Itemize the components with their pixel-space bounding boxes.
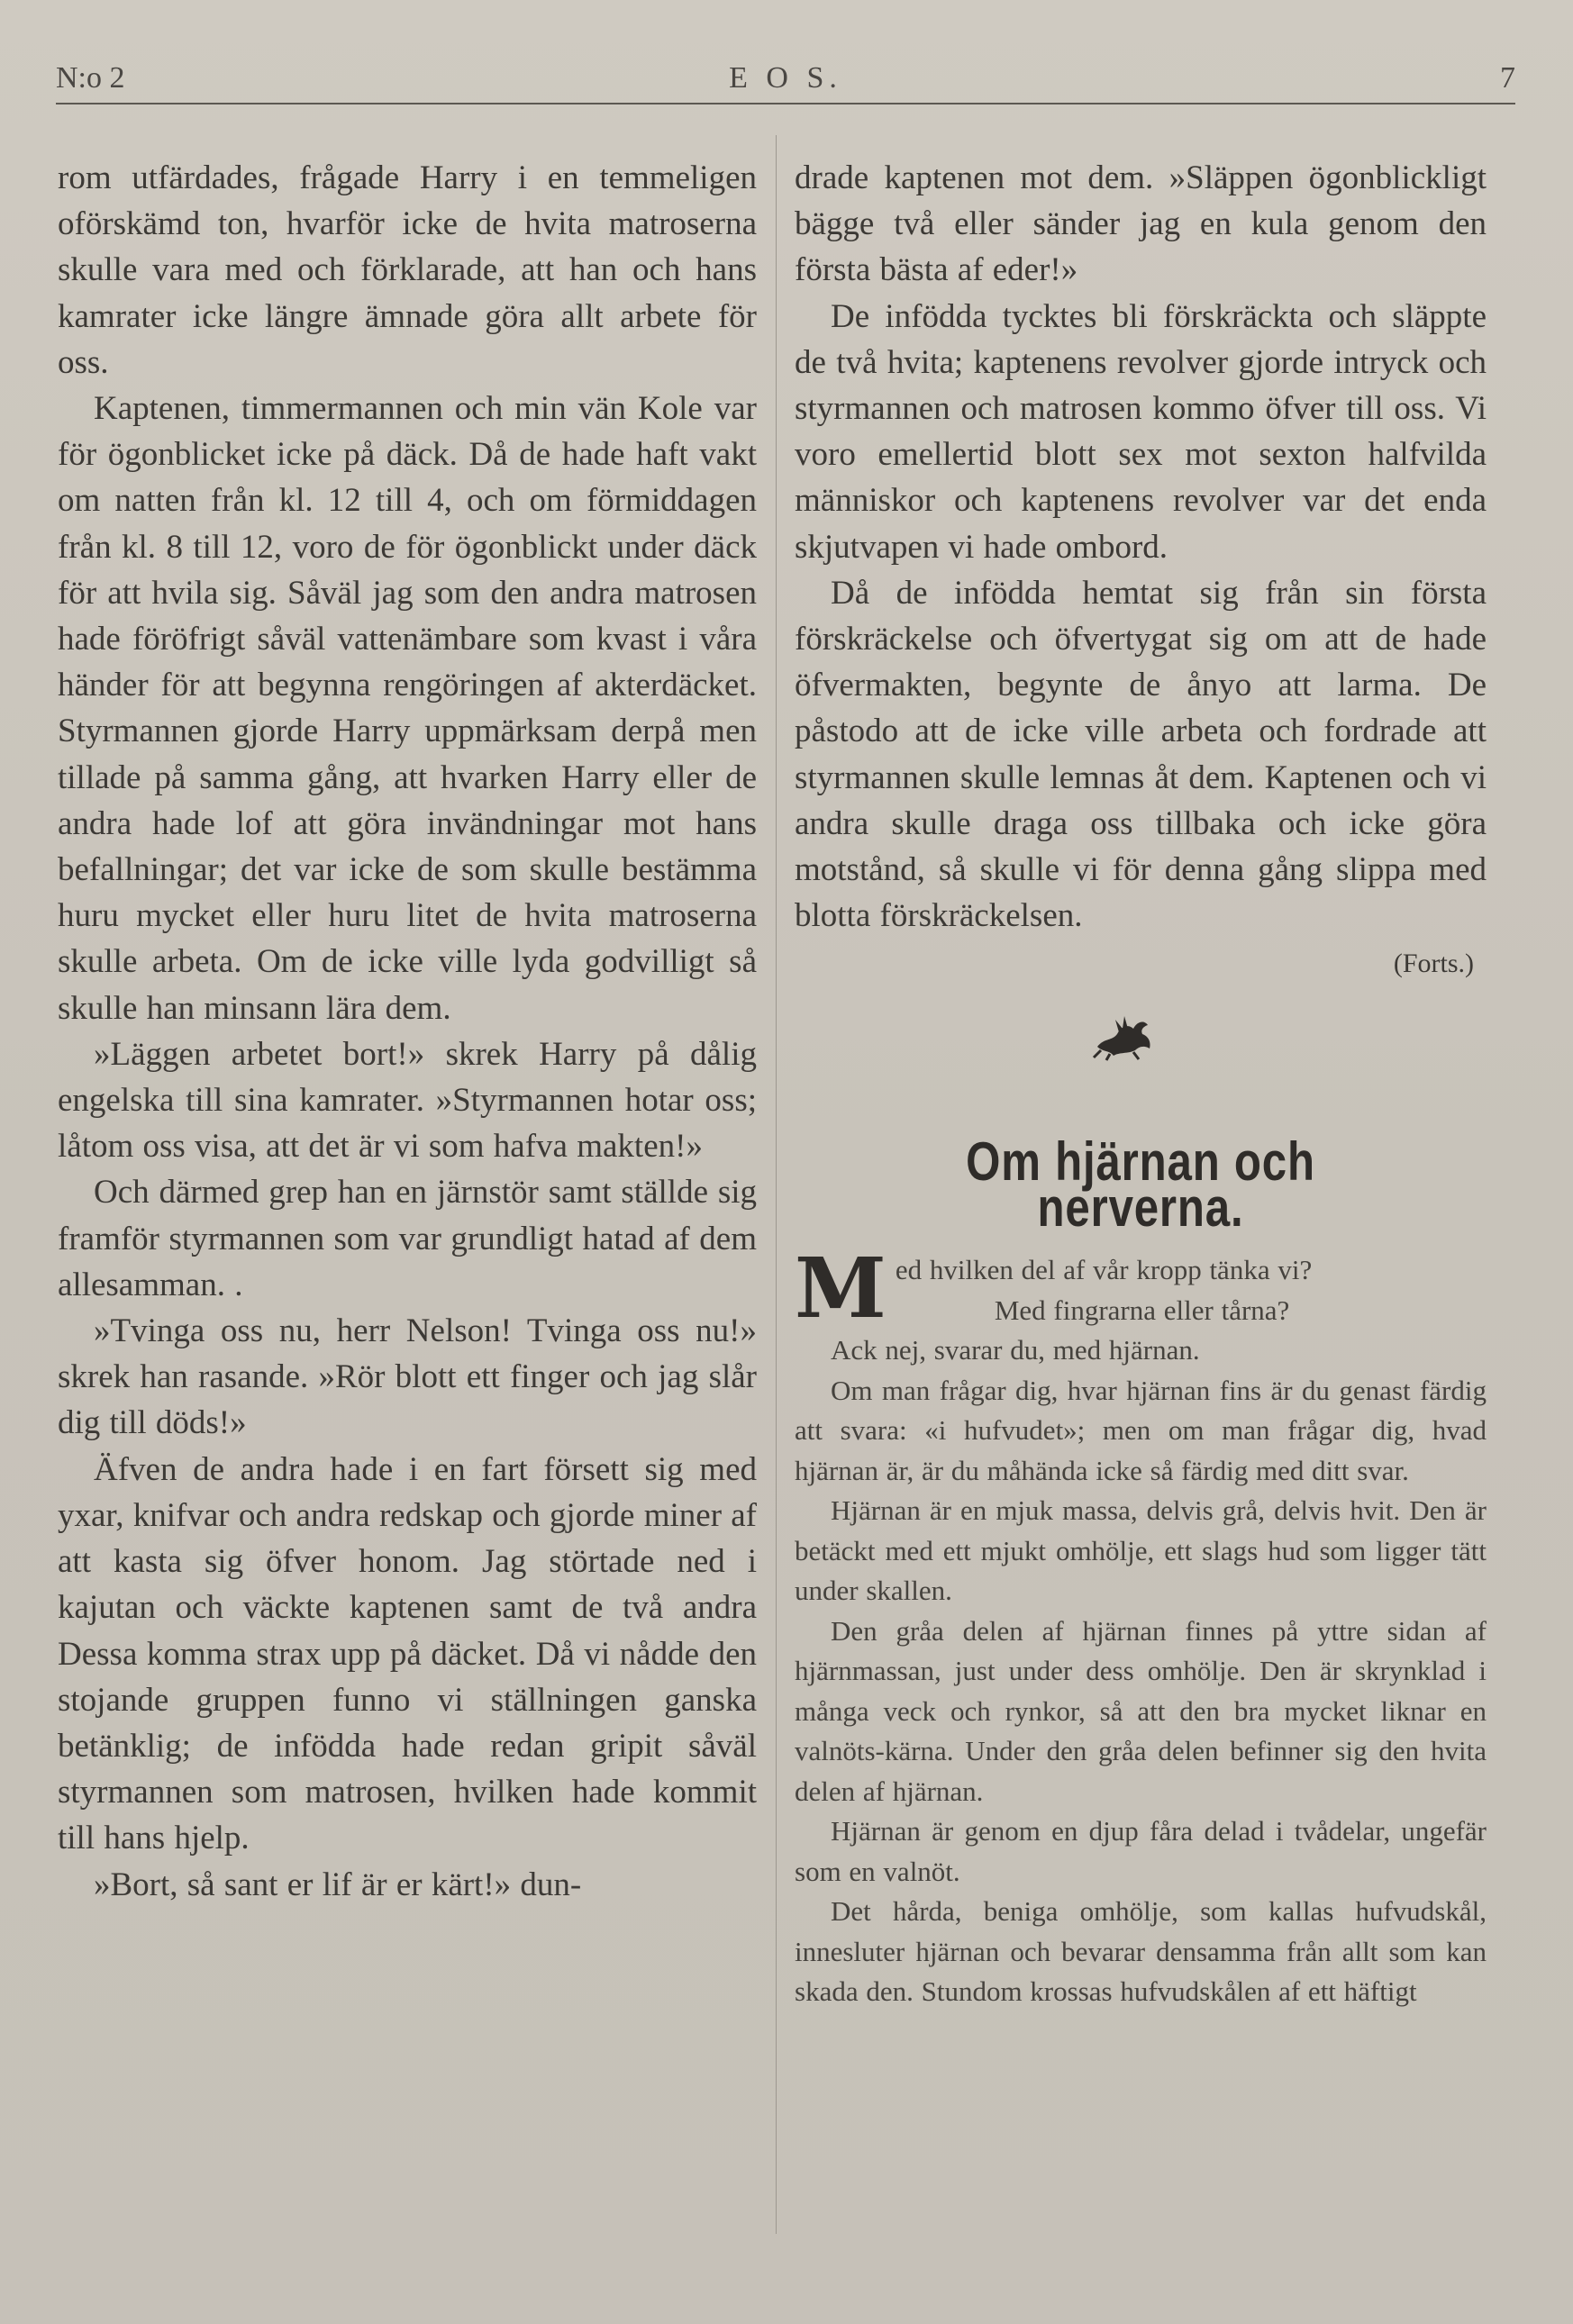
dragon-vignette-icon — [1092, 1011, 1155, 1061]
paragraph: Äfven de andra hade i en fart försett sig med yxar, knifvar och andra redskap och gjorde miner af att kasta sig öfver honom. Jag störtade ned i kajutan och väckte kaptenen samt de två andra Dessa komma strax upp på däcket. Då vi nådde den stojande gruppen funno vi ställningen ganska betänklig; de infödda hade redan gripit såväl styrmannen som matrosen, hvilken hade kommit till hans hjelp. — [58, 1450, 758, 1857]
column-divider — [776, 135, 777, 2234]
journal-title: E O S. — [729, 61, 842, 95]
drop-cap: M — [795, 1239, 887, 1338]
left-column — [58, 155, 757, 1908]
issue-number: N:o 2 — [56, 61, 125, 95]
right-column — [795, 155, 1487, 2012]
header-rule — [56, 103, 1515, 104]
continued-note: (Forts.) — [1393, 949, 1474, 979]
paragraph: Det hårda, beniga omhölje, som kallas hufvudskål, innesluter hjärnan och bevarar densamma från allt som kan skada den. Stundom krossas hufvudskålen af ett häftigt — [795, 1895, 1487, 2008]
paragraph: Och därmed grep han en järnstör samt ställde sig framför styrmannen som var grundligt hatad af dem allesamman. . — [58, 1174, 757, 1303]
lead-line-2: Med fingrarna eller tårna? — [994, 1294, 1290, 1326]
paragraph: Den gråa delen af hjärnan finnes på yttre sidan af hjärnmassan, just under dess omhölje. Den är skrynklad i många veck och rynkor, så att den bra mycket liknar en valnöts-kärna. Under den gråa delen befinner sig den hvita delen af hjärnan. — [795, 1614, 1487, 1807]
paragraph: Kaptenen, timmermannen och min vän Kole var för ögonblicket icke på däck. Då de hade haft vakt om natten från kl. 12 till 4, och om förmiddagen från kl. 8 till 12, voro de för ögonblickt under däck för att hvila sig. Såväl jag som den andra matrosen hade föröfrigt såväl vattenämbare som kvast i våra händer för att begynna rengöringen af akterdäcket. Styrmannen gjorde Harry uppmärksam derpå men tillade på samma gång, att hvarken Harry eller de andra hade lof att göra invändningar mot hans befallningar; det var icke de som skulle bestämma huru mycket eller huru litet de hvita matroserna skulle arbeta. Om de icke ville lyda godvilligt så skulle han minsann lära dem. — [58, 390, 757, 1027]
running-head — [56, 61, 1515, 97]
paragraph: drade kaptenen mot dem. »Släppen ögonblickligt bägge två eller sänder jag en kula genom den första bästa af eder!» — [795, 159, 1487, 289]
page-number: 7 — [1500, 61, 1515, 95]
paragraph: »Bort, så sant er lif är er kärt!» dun- — [94, 1866, 582, 1903]
paragraph: Ack nej, svarar du, med hjärnan. — [831, 1334, 1200, 1366]
paragraph: Hjärnan är en mjuk massa, delvis grå, delvis hvit. Den är betäckt med ett mjukt omhölje, ett slags hud som ligger tätt under skallen. — [795, 1494, 1487, 1607]
paragraph: Då de infödda hemtat sig från sin första förskräckelse och öfvertygat sig om att de hade öfvermakten, begynte de ånyo att larma. De påstodo att de icke ville arbeta och fordrade att styrmannen skulle lemnas åt dem. Kaptenen och vi andra skulle draga oss tillbaka och icke göra motstånd, så skulle vi för denna gång slippa med blotta förskräckelsen. — [795, 574, 1487, 935]
paragraph: De infödda tycktes bli förskräckta och släppte de två hvita; kaptenens revolver gjorde intryck och styrmannen och matrosen kommo öfver till oss. Vi voro emellertid blott sex mot sexton halfvilda människor och kaptenens revolver var det enda skjutvapen vi hade ombord. — [795, 297, 1487, 566]
paragraph: »Tvinga oss nu, herr Nelson! Tvinga oss nu!» skrek han rasande. »Rör blott ett finger och jag slår dig till döds!» — [58, 1312, 757, 1442]
paragraph: Om man frågar dig, hvar hjärnan fins är du genast färdig att svara: «i hufvudet»; men om man frågar dig, hvad hjärnan är, är du måhända icke så färdig med ditt svar. — [795, 1374, 1487, 1486]
article-body — [795, 1239, 1487, 2012]
paragraph: rom utfärdades, frågade Harry i en temmeligen oförskämd ton, hvarför icke de hvita matroserna skulle vara med och förklarade, att han och hans kamrater icke längre ämnade göra allt arbete för oss. — [58, 159, 757, 381]
paragraph: Hjärnan är genom en djup fåra delad i tvådelar, ungefär som en valnöt. — [795, 1815, 1487, 1887]
paragraph: »Läggen arbetet bort!» skrek Harry på dålig engelska till sina kamrater. »Styrmannen hotar oss; låtom oss visa, att det är vi som hafva makten!» — [58, 1035, 757, 1166]
lead-text: ed hvilken del af vår kropp tänka vi? — [895, 1254, 1313, 1286]
article-title: Om hjärnan och nerverna. — [966, 1130, 1315, 1238]
